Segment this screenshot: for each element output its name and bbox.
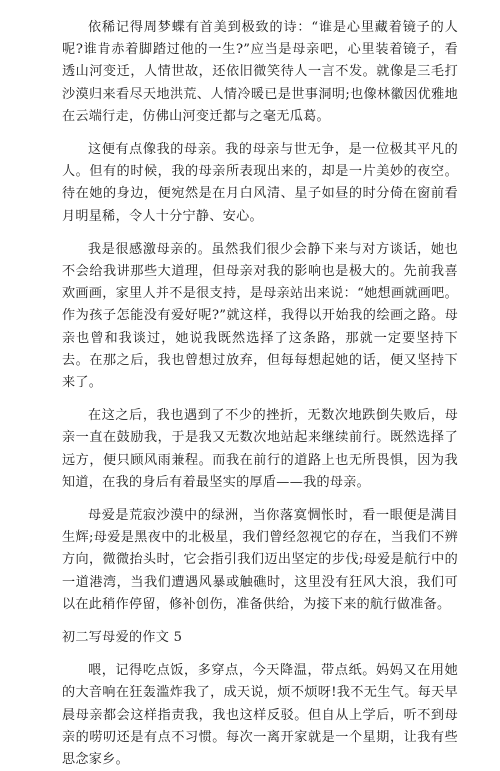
essay-heading: 初二写母爱的作文 5: [62, 630, 183, 646]
paragraph-nagging-mother: 喂，记得吃点饭，多穿点，今天降温，带点纸。妈妈又在用她的大音响在狂轰滥炸我了，成天说，烦不烦呀!我不无生气。每天早晨母亲都会这样指责我，我也这样反驳。但自从上学后，听不到母亲的唠叨还是有点不习惯。每次一离开家就是一个星期，让我有些思念家乡。: [62, 663, 458, 768]
paragraph-mother-night-sky: 这便有点像我的母亲。我的母亲与世无争，是一位极其平凡的人。但有的时候，我的母亲所表现出来的，却是一片美妙的夜空。待在她的身边，便宛然是在月白风清、星子如昼的时分倚在窗前看月明星稀，令人十分宁静、安心。: [62, 142, 458, 224]
paragraph-painting-support: 我是很感激母亲的。虽然我们很少会静下来与对方谈话，她也不会给我讲那些大道理，但母亲对我的影响也是极大的。先前我喜欢画画，家里人并不是很支持，是母亲站出来说：“她想画就画吧。作为孩子怎能没有爱好呢?”就这样，我得以开始我的绘画之路。母亲也曾和我谈过，她说我既然选择了这条路，那就一定要坚持下去。在那之后，我也曾想过放弃，但每每想起她的话，便又坚持下来了。: [62, 241, 458, 391]
paragraph-setbacks-encouragement: 在这之后，我也遇到了不少的挫折，无数次地跌倒失败后，母亲一直在鼓励我，于是我又无数次地站起来继续前行。既然选择了远方，便只顾风雨兼程。而我在前行的道路上也无所畏惧，因为我知道，在我的身后有着最坚实的厚盾——我的母亲。: [62, 408, 458, 490]
paragraph-zhoumengdie-poem: 依稀记得周梦蝶有首美到极致的诗：“谁是心里藏着镜子的人呢?谁肯赤着脚踏过他的一生?”应当是母亲吧，心里装着镜子，看透山河变迁，人情世故，还依旧微笑待人一言不发。就像是三毛打沙漠归来看尽天地洪荒、人情冷暖已是世事洞明;也像林徽因优雅地在云端行走，仿佛山河变迁都与之毫无瓜葛。: [62, 20, 458, 124]
paragraph-mother-love-metaphors: 母爱是荒寂沙漠中的绿洲，当你落寞惆怅时，看一眼便是满目生辉;母爱是黑夜中的北极星，我们曾经忽视它的存在，当我们不辨方向，微微抬头时，它会指引我们迈出坚定的步伐;母爱是航行中的一道港湾，当我们遭遇风暴或触礁时，这里没有狂风大浪，我们可以在此稍作停留，修补创伤，准备供给，为接下来的航行做准备。: [62, 508, 458, 612]
